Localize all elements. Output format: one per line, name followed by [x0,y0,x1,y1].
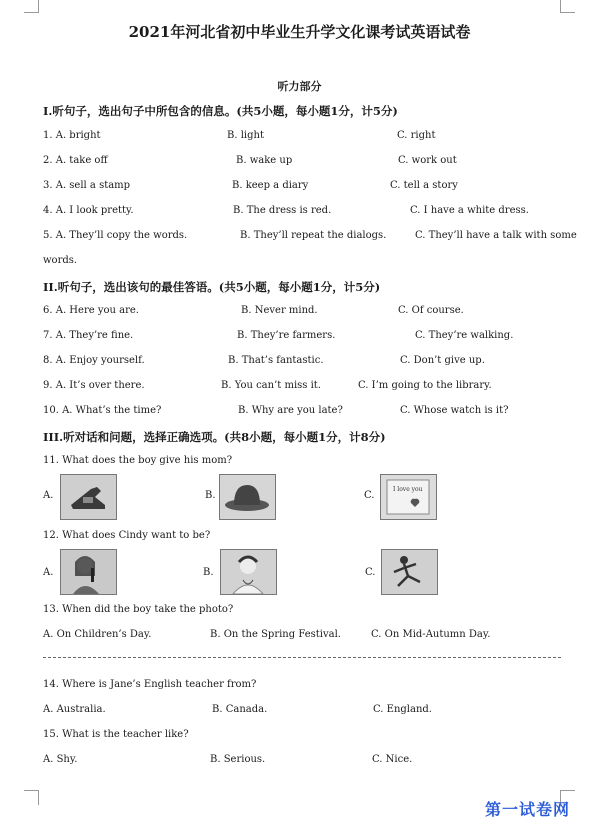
q5-option-c: C. They’ll have a talk with some [415,230,577,241]
q7-option-a: 7. A. They’re fine. [43,330,134,341]
q10-option-c: C. Whose watch is it? [400,405,509,416]
section-3-heading: III.听对话和问题，选择正确选项。(共8小题，每小题1分，计8分) [43,430,386,444]
q5-option-c-continued: words. [43,255,78,266]
q14-option-b: B. Canada. [212,704,268,715]
q11-label-b: B. [205,490,216,501]
q3-option-c: C. tell a story [390,180,458,191]
q13-option-a: A. On Children’s Day. [43,629,152,640]
q14-option-c: C. England. [373,704,432,715]
crop-mark-top-left [24,0,39,13]
q13-option-c: C. On Mid-Autumn Day. [371,629,491,640]
section-1-heading: I.听句子，选出句子中所包含的信息。(共5小题，每小题1分，计5分) [43,104,398,118]
watermark-logo: 第一试卷网 [485,800,571,819]
q9-option-a: 9. A. It’s over there. [43,380,145,391]
q1-option-c: C. right [397,130,436,141]
q13-option-b: B. On the Spring Festival. [210,629,341,640]
q12-image-b-doctor [220,549,277,595]
q4-option-a: 4. A. I look pretty. [43,205,134,216]
q15-option-a: A. Shy. [43,754,78,765]
q4-option-b: B. The dress is red. [233,205,332,216]
q12-label-b: B. [203,567,214,578]
q9-option-b: B. You can’t miss it. [221,380,321,391]
q11-image-a-shoe [60,474,117,520]
q2-option-c: C. work out [398,155,457,166]
section-2-heading: II.听句子，选出该句的最佳答语。(共5小题，每小题1分，计5分) [43,280,381,294]
page-title: 2021年河北省初中毕业生升学文化课考试英语试卷 [128,23,471,41]
q15-option-c: C. Nice. [372,754,413,765]
q6-option-c: C. Of course. [398,305,464,316]
q11-image-c-card [380,474,437,520]
crop-mark-top-right [560,0,575,13]
q9-option-c: C. I’m going to the library. [358,380,492,391]
q8-option-c: C. Don’t give up. [400,355,485,366]
q13-question: 13. When did the boy take the photo? [43,604,234,615]
q7-option-c: C. They’re walking. [415,330,514,341]
q14-option-a: A. Australia. [43,704,106,715]
q11-label-a: A. [43,490,54,501]
q5-option-b: B. They’ll repeat the dialogs. [240,230,387,241]
q12-label-c: C. [365,567,376,578]
page-divider [43,657,561,658]
q11-image-b-hat [219,474,276,520]
q6-option-a: 6. A. Here you are. [43,305,139,316]
q12-image-c-dancer [381,549,438,595]
section-heading-listening: 听力部分 [277,80,322,93]
crop-mark-bottom-left [24,790,39,805]
q2-option-b: B. wake up [236,155,293,166]
q5-option-a: 5. A. They’ll copy the words. [43,230,188,241]
q8-option-a: 8. A. Enjoy yourself. [43,355,145,366]
q10-option-a: 10. A. What’s the time? [43,405,162,416]
q14-question: 14. Where is Jane’s English teacher from? [43,679,257,690]
q12-image-a-singer [60,549,117,595]
q4-option-c: C. I have a white dress. [410,205,529,216]
q2-option-a: 2. A. take off [43,155,108,166]
q15-option-b: B. Serious. [210,754,266,765]
q15-question: 15. What is the teacher like? [43,729,189,740]
svg-text:I love you: I love you [393,486,423,493]
q1-option-a: 1. A. bright [43,130,101,141]
q11-question: 11. What does the boy give his mom? [43,455,233,466]
q3-option-b: B. keep a diary [232,180,309,191]
q11-label-c: C. [364,490,375,501]
q1-option-b: B. light [227,130,264,141]
q12-label-a: A. [43,567,54,578]
q8-option-b: B. That’s fantastic. [228,355,324,366]
q3-option-a: 3. A. sell a stamp [43,180,131,191]
q6-option-b: B. Never mind. [241,305,318,316]
q10-option-b: B. Why are you late? [238,405,343,416]
q7-option-b: B. They’re farmers. [237,330,336,341]
q12-question: 12. What does Cindy want to be? [43,530,211,541]
